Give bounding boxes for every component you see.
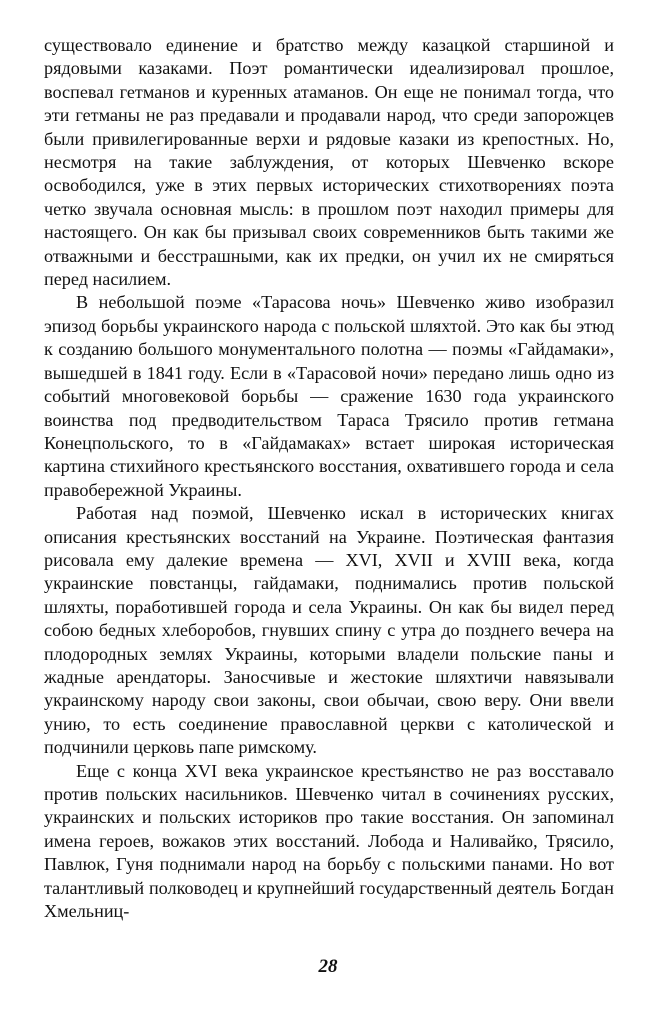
paragraph-3: Работая над поэмой, Шевченко искал в исторических книгах описания крестьянских восстаний на Украине. Поэтическая фантазия рисовала ему далекие времена — XVI, XVII и XVIII века, когда украинские повстанцы, гайдамаки, поднимались против польской шляхты, поработившей города и села Украины. Он как бы видел перед собою бедных хлеборобов, гнувших спину с утра до позднего вечера на плодородных землях Украины, которыми владели польские паны и жадные арендаторы. Заносчивые и жестокие шляхтичи навязывали украинскому народу свои законы, свои обычаи, свою веру. Они ввели унию, то есть соединение православной церкви с католической и подчинили церковь папе римскому. [44,503,614,758]
paragraph-1: существовало единение и братство между казацкой старшиной и рядовыми казаками. Поэт романтически идеализировал прошлое, воспевал гетманов и куренных атаманов. Он еще не понимал тогда, что эти гетманы не раз предавали и продавали народ, что среди запорожцев были привилегированные верхи и рядовые казаки из крепостных. Но, несмотря на такие заблуждения, от которых Шевченко вскоре освободился, уже в этих первых исторических стихотворениях поэта четко звучала основная мысль: в прошлом поэт находил примеры для настоящего. Он как бы призывал своих современников быть такими же отважными и бесстрашными, как их предки, он учил их не смиряться перед насилием. [44,35,614,290]
page-body [44,34,614,923]
paragraph-2: В небольшой поэме «Тарасова ночь» Шевченко живо изобразил эпизод борьбы украинского народа с польской шляхтой. Это как бы этюд к созданию большого монументального полотна — поэмы «Гайдамаки», вышедшей в 1841 году. Если в «Тарасовой ночи» передано лишь одно из событий многовековой борьбы — сражение 1630 года украинского воинства под предводительством Тараса Трясило против гетмана Конецпольского, то в «Гайдамаках» встает широкая историческая картина стихийного крестьянского восстания, охватившего города и села правобережной Украины. [44,292,614,500]
paragraph-4: Еще с конца XVI века украинское крестьянство не раз восставало против польских насильников. Шевченко читал в сочинениях русских, украинских и польских историков про такие восстания. Он запоминал имена героев, вожаков этих восстаний. Лобода и Наливайко, Трясило, Павлюк, Гуня поднимали народ на борьбу с польскими панами. Но вот талантливый полководец и крупнейший государственный деятель Богдан Хмельниц- [44,760,614,922]
page-number: 28 [318,956,338,977]
